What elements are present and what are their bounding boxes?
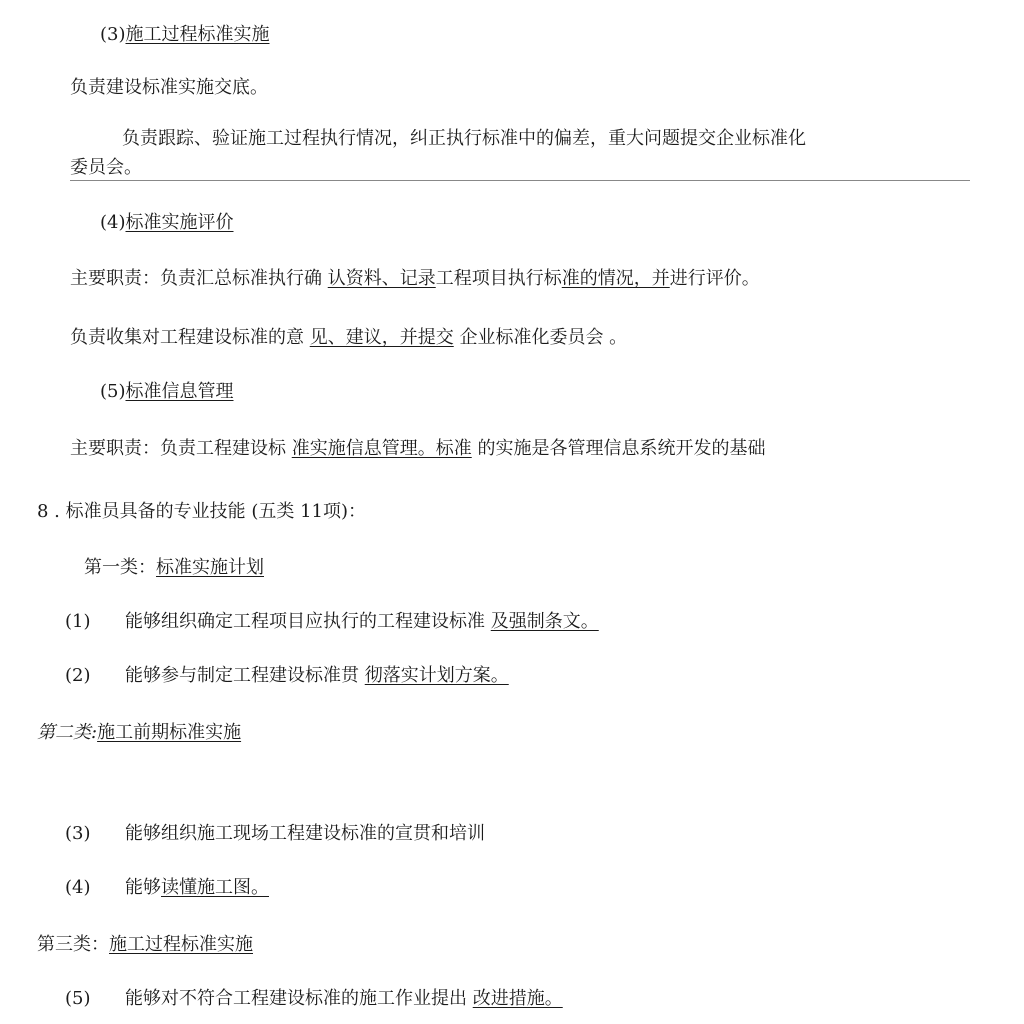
underlined-text: 改进措施。: [472, 988, 563, 1009]
category-1-heading: [84, 557, 264, 579]
category-3-heading: [37, 934, 253, 956]
text: 的实施是各管理信息系统开发的基础: [471, 438, 766, 459]
text: 工程项目执行标: [435, 268, 562, 289]
category-label: 第二类:: [37, 722, 98, 743]
item-number: (2): [65, 665, 91, 686]
section-3-number: (3): [100, 24, 126, 45]
underlined-text: 见、建议，并提交: [309, 327, 454, 348]
text: 主要职责：负责汇总标准执行确: [70, 268, 328, 289]
item-text: 能够: [125, 877, 161, 898]
section-5-title: 标准信息管理: [125, 381, 234, 402]
item-number: (1): [65, 611, 91, 632]
category-2-heading: [37, 722, 241, 744]
list-item: [125, 823, 485, 845]
list-item: [125, 665, 509, 687]
item-text: 能够参与制定工程建设标准贯: [125, 665, 365, 686]
paragraph: 委员会。: [70, 157, 142, 178]
item-text: 能够组织施工现场工程建设标准的宣贯和培训: [125, 823, 485, 844]
category-title: 施工过程标准实施: [109, 934, 253, 955]
section-3-heading: [100, 24, 270, 46]
list-item: [125, 988, 563, 1010]
underlined-text: 读懂施工图。: [161, 877, 269, 898]
section-5-heading: [100, 381, 234, 403]
section-4-title: 标准实施评价: [125, 212, 234, 233]
section-5-number: (5): [100, 381, 126, 402]
list-item: [125, 611, 599, 633]
category-label: 第三类：: [37, 934, 109, 955]
item-number: (5): [65, 988, 91, 1009]
item-text: 能够对不符合工程建设标准的施工作业提出: [125, 988, 473, 1009]
item-number: (4): [65, 877, 91, 898]
section-3-title: 施工过程标准实施: [125, 24, 270, 45]
paragraph: 负责建设标准实施交底。: [70, 77, 268, 98]
underlined-text: 彻落实计划方案。: [364, 665, 509, 686]
paragraph: [70, 268, 760, 290]
paragraph: [70, 327, 627, 349]
section-4-heading: [100, 212, 234, 234]
list-item: [125, 877, 269, 899]
category-label: 第一类：: [84, 557, 156, 578]
underlined-text: 及强制条文。: [490, 611, 599, 632]
item-8-heading: 8 . 标准员具备的专业技能 (五类 11项)：: [37, 501, 367, 522]
paragraph: 负责跟踪、验证施工过程执行情况，纠正执行标准中的偏差，重大问题提交企业标准化: [122, 128, 806, 149]
text: 进行评价。: [669, 268, 760, 289]
text: 企业标准化委员会 。: [453, 327, 628, 348]
paragraph: [70, 438, 765, 460]
section-4-number: (4): [100, 212, 126, 233]
underlined-text: 准实施信息管理。标准: [291, 438, 472, 459]
underlined-text: 准的情况，并: [561, 268, 670, 289]
text: 负责收集对工程建设标准的意: [70, 327, 310, 348]
category-title: 施工前期标准实施: [97, 722, 242, 743]
category-title: 标准实施计划: [156, 557, 264, 578]
item-text: 能够组织确定工程项目应执行的工程建设标准: [125, 611, 491, 632]
underlined-text: 认资料、记录: [327, 268, 436, 289]
text: 主要职责：负责工程建设标: [70, 438, 292, 459]
item-number: (3): [65, 823, 91, 844]
divider: [70, 180, 970, 181]
